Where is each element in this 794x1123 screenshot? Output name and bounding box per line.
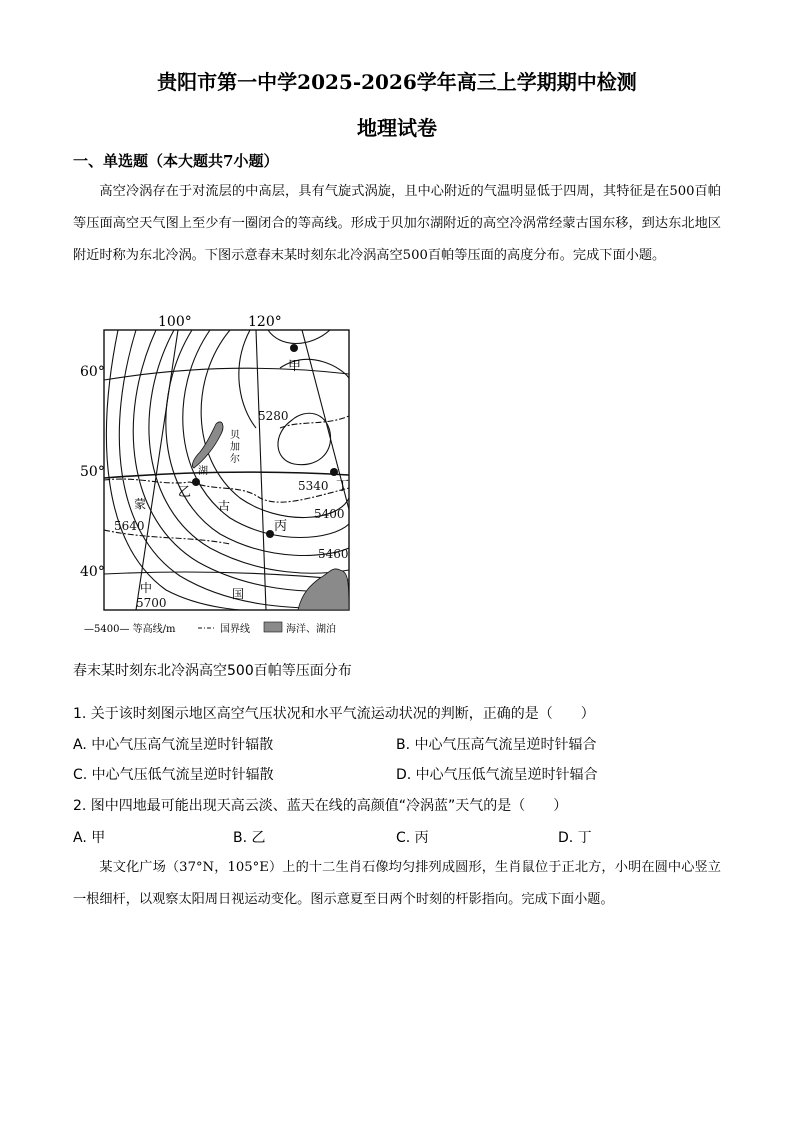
- question-1-option-c[interactable]: C. 中心气压低气流呈逆时针辐散: [73, 767, 274, 783]
- passage-1: [73, 176, 721, 272]
- lat-label-50: 50°: [80, 464, 105, 480]
- question-1-option-b[interactable]: B. 中心气压高气流呈逆时针辐合: [396, 737, 597, 753]
- question-1-stem: 1. 关于该时刻图示地区高空气压状况和水平气流运动状况的判断，正确的是（ ）: [73, 706, 595, 722]
- region-label-hu: 湖: [198, 466, 208, 477]
- contour-label-5700: 5700: [136, 596, 167, 610]
- passage-1-text: 高空冷涡存在于对流层的中高层，具有气旋式涡旋，且中心附近的气温明显低于四周，其特征是在500百帕等压面高空天气图上至少有一圈闭合的等高线。形成于贝加尔湖附近的高空冷涡常经蒙古国东移，到达东北地区附近时称为东北冷涡。下图示意春末某时刻东北冷涡高空500百帕等压面的高度分布。完成下面小题。: [73, 184, 721, 263]
- region-label-meng: 蒙: [134, 497, 147, 511]
- passage-2-text: 某文化广场（37°N，105°E）上的十二生肖石像均匀排列成圆形，生肖鼠位于正北方，小明在圆中心竖立一根细杆，以观察太阳周日视运动变化。图示意夏至日两个时刻的杆影指向。完成下面小题。: [73, 860, 721, 907]
- baikal-lake: [192, 422, 223, 468]
- contour-label-5640: 5640: [114, 519, 145, 533]
- passage-2: [73, 852, 721, 916]
- question-2-option-d[interactable]: D. 丁: [558, 830, 592, 846]
- question-1-option-a[interactable]: A. 中心气压高气流呈逆时针辐散: [73, 737, 274, 753]
- region-label-jia: 加: [230, 442, 240, 453]
- graticule-lat-50: [104, 472, 349, 478]
- legend-contour: —5400— 等高线/m: [84, 624, 176, 635]
- lon-label-120: 120°: [248, 314, 282, 330]
- region-label-gu: 古: [218, 499, 231, 513]
- figure-caption: 春末某时刻东北冷涡高空500百帕等压面分布: [73, 663, 352, 679]
- question-2-option-c[interactable]: C. 丙: [396, 830, 429, 846]
- point-bing-label: 丙: [274, 519, 288, 534]
- section-heading: 一、单选题（本大题共7小题）: [73, 152, 279, 170]
- contour-north-b: [268, 330, 330, 344]
- isobaric-map: [80, 308, 360, 650]
- region-label-zhong: 中: [140, 581, 153, 595]
- legend-water: 海洋、湖泊: [286, 624, 336, 635]
- region-label-bei: 贝: [230, 430, 240, 441]
- contour-label-5400: 5400: [314, 507, 345, 521]
- sea-area: [298, 569, 349, 610]
- page-title: 贵阳市第一中学2025-2026学年高三上学期期中检测: [157, 70, 637, 94]
- point-jia-label: 甲: [288, 359, 302, 374]
- region-label-er: 尔: [230, 454, 240, 465]
- question-1-option-d[interactable]: D. 中心气压低气流呈逆时针辐合: [396, 767, 598, 783]
- contour-5520: [149, 330, 349, 573]
- point-yi-marker: [192, 478, 200, 486]
- region-label-guo: 国: [232, 587, 245, 601]
- page-subtitle: 地理试卷: [357, 116, 437, 140]
- point-jia-marker: [290, 344, 298, 352]
- lat-label-40: 40°: [80, 564, 105, 580]
- map-legend: [84, 622, 336, 635]
- contour-label-5340: 5340: [298, 479, 329, 493]
- contour-label-5460: 5460: [318, 547, 349, 561]
- legend-border: 国界线: [220, 624, 250, 635]
- point-bing-marker: [266, 530, 274, 538]
- question-2-option-a[interactable]: A. 甲: [73, 830, 106, 846]
- contour-label-5280: 5280: [258, 409, 289, 423]
- point-ding-marker: [330, 468, 338, 476]
- point-ding-label: 丁: [336, 479, 350, 494]
- point-yi-label: 乙: [178, 485, 192, 500]
- legend-water-swatch: [264, 622, 282, 632]
- national-border-north: [280, 416, 349, 428]
- lon-label-100: 100°: [158, 314, 192, 330]
- contour-north-a: [239, 330, 256, 428]
- question-2-option-b[interactable]: B. 乙: [233, 830, 266, 846]
- question-2-stem: 2. 图中四地最可能出现天高云淡、蓝天在线的高颜值“冷涡蓝”天气的是（ ）: [73, 798, 568, 814]
- lat-label-60: 60°: [80, 364, 105, 380]
